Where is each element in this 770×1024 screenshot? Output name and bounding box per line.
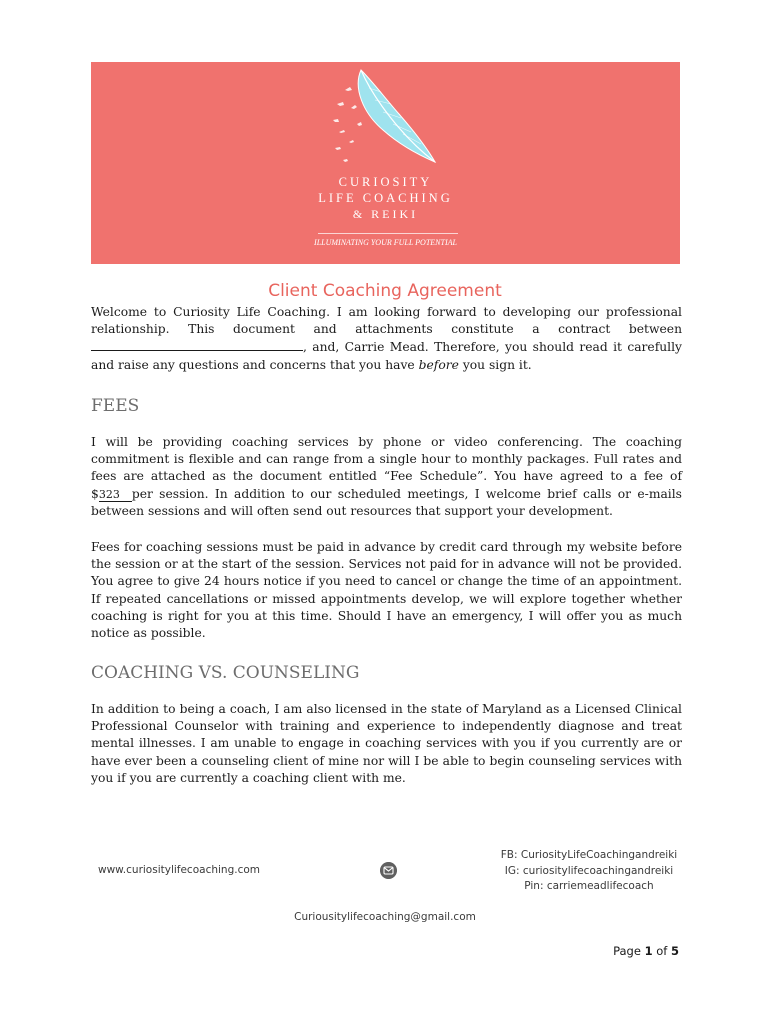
footer-fb[interactable]: FB: CuriosityLifeCoachingandreiki — [500, 849, 678, 861]
footer-social — [478, 848, 700, 895]
intro-text-1: Welcome to Curiosity Life Coaching. I am looking forward to developing our professional relationship. This document and attachments constitute a contract between — [91, 305, 682, 337]
fee-amount-field[interactable]: 323 — [99, 488, 132, 502]
fees-heading: FEES — [91, 396, 140, 416]
coaching-heading: COACHING VS. COUNSELING — [91, 663, 360, 683]
email-icon[interactable] — [380, 862, 397, 879]
intro-emphasis: before — [418, 357, 459, 372]
coaching-paragraph: In addition to being a coach, I am also licensed in the state of Maryland as a Licensed Clinical Professional Counselor with training and experience to independently diagnose and treat mental illnesses. I am unable to engage in coaching services with you if you currently are or have ever been a counseling client of mine nor will I be able to begin counseling services with you if you are currently a coaching client with me. — [91, 702, 682, 785]
tagline-divider — [318, 233, 458, 234]
intro-paragraph — [91, 304, 682, 374]
page-number: Page 1 of 5 — [613, 944, 679, 958]
client-name-blank[interactable] — [91, 338, 303, 351]
fees-text-2: per session. In addition to our scheduled meetings, I welcome brief calls or e-mails between sessions and will often send out resources that support your development. — [91, 486, 682, 518]
footer-website[interactable]: www.curiositylifecoaching.com — [98, 864, 260, 876]
feather-icon — [323, 68, 443, 168]
footer-ig[interactable]: IG: curiositylifecoachingandreiki — [504, 864, 674, 877]
fees-paragraph-2: Fees for coaching sessions must be paid in advance by credit card through my website before the session or at the start of the session. Services not paid for in advance will not be provided. You agree to give 24 hours notice if you need to cancel or change the time of an appointment. If repeated cancellations or missed appointments develop, we will explore together whether coaching is right for you at this time. Should I have an emergency, I will offer you as much notice as possible. — [91, 540, 682, 641]
fees-paragraph-1 — [91, 434, 682, 520]
fees-text-1: I will be providing coaching services by phone or video conferencing. The coaching commitment is flexible and can range from a single hour to monthly packages. Full rates and fees are attached as the document entitled “Fee Schedule”. You have agreed to a fee of $ — [91, 435, 682, 501]
intro-text-2: , and, Carrie Mead. Therefore, you should read it carefully and raise any questions and concerns that you have — [91, 340, 682, 372]
brand-line-2: LIFE COACHING — [318, 191, 453, 205]
document-title: Client Coaching Agreement — [268, 281, 502, 301]
footer-pin[interactable]: Pin: carriemeadlifecoach — [524, 880, 654, 892]
footer-email[interactable]: Curiousitylifecoaching@gmail.com — [294, 911, 476, 923]
brand-tagline: ILLUMINATING YOUR FULL POTENTIAL — [314, 238, 457, 247]
brand-line-1: CURIOSITY — [338, 175, 433, 189]
intro-text-3: you sign it. — [462, 357, 532, 372]
brand-line-3: & REIKI — [352, 207, 419, 221]
